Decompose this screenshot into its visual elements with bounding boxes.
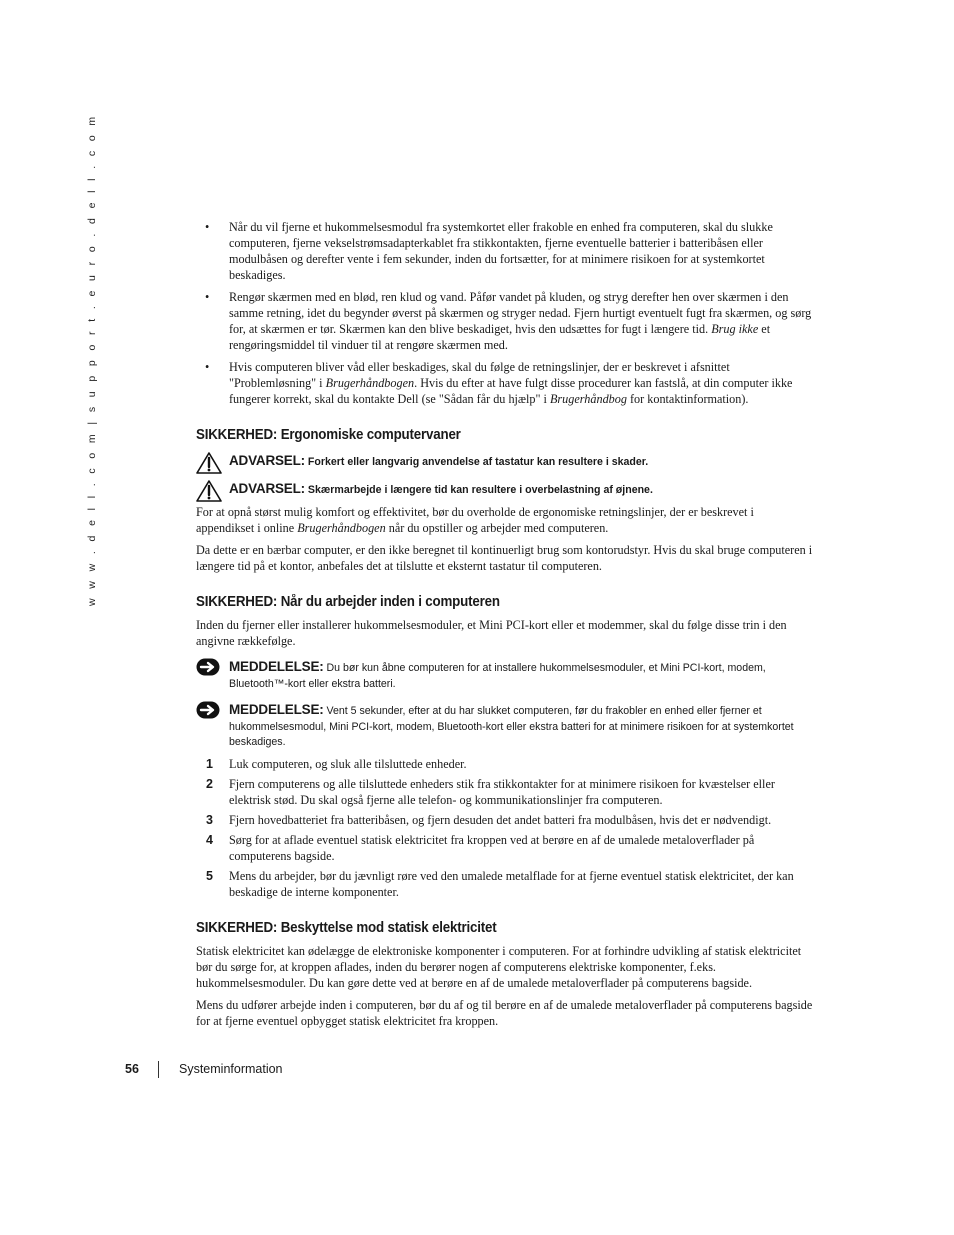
list-item: 2 Fjern computerens og alle tilsluttede enheders stik fra stikkontakter for at minimere risikoen for kvæstelser eller elektrisk stød. Du skal også fjerne alle telefon- og kommunikationslinjer fra computeren. <box>206 776 775 807</box>
list-item: • Rengør skærmen med en blød, ren klud og vand. Påfør vandet på kluden, og stryg derefter hen over skærmen i den samme retning, idet du begynder øverst på skærmen og stryger nedad. Fjern hurtigt eventuelt fugt fra skærmen, og sørg for, at skærmen er tør. Skærmen kan den blive beskadiget, hvis den udsættes for fugt i længere tid. Brug ikke et rengøringsmiddel til vinduer til at rengøre skærmen med. <box>196 289 814 353</box>
section-heading: SIKKERHED: Når du arbejder inden i computeren <box>196 594 500 610</box>
page-content <box>196 219 814 1029</box>
warning-triangle-icon <box>196 480 222 508</box>
numbered-steps <box>196 756 814 900</box>
bullet-text: Rengør skærmen med en blød, ren klud og vand. Påfør vandet på kluden, og stryg derefter hen over skærmen i den samme retning, idet du begynder øverst på skærmen og stryger nedad. Fjern hurtigt eventuelt fugt fra skærmen, og sørg for, at skærmen er tør. Skærmen kan den blive beskadiget, hvis den udsættes for fugt i længere tid. Brug ikke et rengøringsmiddel til vinduer til at rengøre skærmen med. <box>229 290 812 352</box>
paragraph: Mens du udfører arbejde inden i computeren, bør du af og til berøre en af de umalede metaloverflader på computerens bagside for at fjerne eventuel opbygget statisk elektricitet fra kroppen. <box>196 997 813 1028</box>
warning-note: ADVARSEL: Forkert eller langvarig anvendelse af tastatur kan resultere i skader. <box>196 453 814 471</box>
section-heading: SIKKERHED: Ergonomiske computervaner <box>196 427 461 443</box>
section-heading: SIKKERHED: Beskyttelse mod statisk elektricitet <box>196 919 497 936</box>
list-item: • Når du vil fjerne et hukommelsesmodul fra systemkortet eller frakoble en enhed fra computeren, skal du slukke computeren, fjerne vekselstrømsadapterkablet fra stikkontakten, fjerne eventuelle batterier i batteribåsen eller modulbåsen og derefter vente i fem sekunder, inden du fortsætter, for at minimere risikoen for at systemkortet beskadiges. <box>196 219 814 283</box>
paragraph: Inden du fjerner eller installerer hukommelsesmoduler, et Mini PCI-kort eller et modemmer, skal du følge disse trin i den angivne rækkefølge. <box>196 618 787 648</box>
notice-hand-icon <box>196 658 220 682</box>
bullet-text: Når du vil fjerne et hukommelsesmodul fra systemkortet eller frakoble en enhed fra computeren, skal du slukke computeren, fjerne vekselstrømsadapterkablet fra stikkontakten, fjerne eventuelle batterier i batteribåsen eller modulbåsen og derefter vente i fem sekunder, inden du fortsætter, for at minimere risikoen for at systemkortet beskadiges. <box>229 220 773 282</box>
bullet-text: Hvis computeren bliver våd eller beskadiges, skal du følge de retningslinjer, der er beskrevet i afsnittet "Problemløsning" i Brugerhåndbogen. Hvis du efter at have fulgt disse procedurer kan fastslå, at din computer ikke fungerer korrekt, skal du kontakte Dell (se "Sådan får du hjælp" i Brugerhåndbog for kontaktinformation). <box>229 360 793 406</box>
list-item: 1 Luk computeren, og sluk alle tilsluttede enheder. <box>206 756 467 771</box>
warning-note: ADVARSEL: Skærmarbejde i længere tid kan resultere i overbelastning af øjnene. <box>196 481 814 499</box>
list-item: • Hvis computeren bliver våd eller beskadiges, skal du følge de retningslinjer, der er beskrevet i afsnittet "Problemløsning" i Brugerhåndbogen. Hvis du efter at have fulgt disse procedurer kan fastslå, at din computer ikke fungerer korrekt, skal du kontakte Dell (se "Sådan får du hjælp" i Brugerhåndbog for kontaktinformation). <box>196 359 814 407</box>
notice-note: MEDDELELSE: Vent 5 sekunder, efter at du har slukket computeren, før du frakobler en enhed eller fjerner et hukommelsesmodul, Mini PCI-kort, modem, Bluetooth-kort eller ekstra batteri for at minimere risikoen for at systemkortet beskadiges. <box>196 702 814 751</box>
page-number: 56 <box>125 1062 139 1076</box>
footer-divider <box>158 1061 159 1078</box>
notice-hand-icon <box>196 701 220 725</box>
warning-triangle-icon <box>196 452 222 480</box>
paragraph: Da dette er en bærbar computer, er den ikke beregnet til kontinuerligt brug som kontorudstyr. Hvis du skal bruge computeren i længere tid på et kontor, anbefales det at tilslutte et eksternt tastatur til computeren. <box>196 543 813 573</box>
list-item: 3 Fjern hovedbatteriet fra batteribåsen, og fjern desuden det andet batteri fra modulbåsen, hvis det er nødvendigt. <box>206 812 772 827</box>
list-item: 5 Mens du arbejder, bør du jævnligt røre ved den umalede metalflade for at fjerne eventuel statisk elektricitet, der kan beskadige de interne komponenter. <box>206 868 794 899</box>
side-url-text: w w w . d e l l . c o m | s u p p o r t . e u r o . d e l l . c o m <box>86 113 98 607</box>
list-item: 4 Sørg for at aflade eventuel statisk elektricitet fra kroppen ved at berøre en af de umalede metaloverflader på computerens bagside. <box>206 832 755 863</box>
footer-section-title: Systeminformation <box>179 1062 283 1076</box>
notice-note: MEDDELELSE: Du bør kun åbne computeren for at installere hukommelsesmoduler, et Mini PCI-kort, modem, Bluetooth™-kort eller ekstra batteri. <box>196 659 814 692</box>
paragraph: For at opnå størst mulig komfort og effektivitet, bør du overholde de ergonomiske retningslinjer, der er beskrevet i appendikset i online Brugerhåndbogen når du opstiller og arbejder med computeren. <box>196 505 754 535</box>
paragraph: Statisk elektricitet kan ødelægge de elektroniske komponenter i computeren. For at forhindre udvikling af statisk elektricitet bør du sørge for, at kroppen aflades, inden du berører nogen af computerens elektriske komponenter, f.eks. hukommelsesmoduler. Du kan gøre dette ved at berøre en af de umalede metaloverflader på computerens bagside. <box>196 943 802 990</box>
